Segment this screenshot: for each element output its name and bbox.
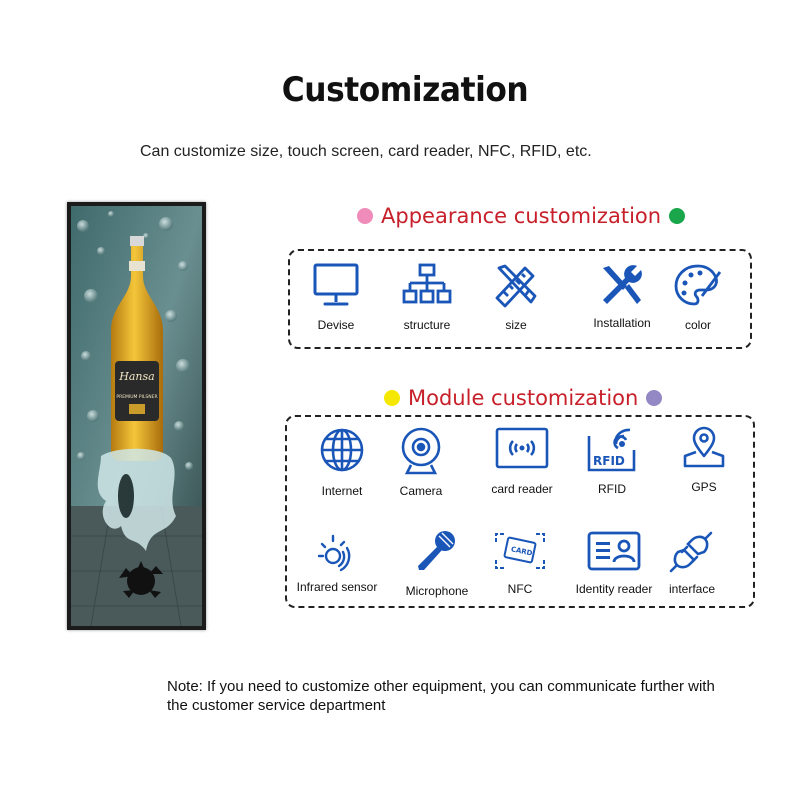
module-heading-text: Module customization: [408, 386, 639, 410]
webcam-icon: [397, 426, 445, 476]
advertising-screen: [71, 206, 202, 626]
infrared-sensor-icon: [313, 530, 361, 574]
module-item-label: interface: [668, 582, 716, 596]
page-title: Customization: [281, 70, 529, 110]
globe-icon: [318, 426, 366, 474]
rfid-icon-text: RFID: [593, 454, 625, 468]
module-item-label: GPS: [691, 480, 717, 494]
appearance-heading-text: Appearance customization: [381, 204, 662, 228]
microphone-icon: [414, 528, 460, 574]
nfc-card-icon: [492, 528, 548, 574]
nfc-icon-text: CARD: [510, 545, 534, 558]
stretched-display-image: [67, 202, 206, 630]
card-reader-icon: [494, 426, 550, 472]
appearance-item-label: size: [505, 318, 527, 332]
id-card-icon: [586, 528, 642, 574]
module-item-camera: [371, 426, 471, 498]
yellow-dot-icon: [384, 390, 400, 406]
module-item-nfc: [470, 528, 570, 596]
bottle-sub-text: PREMIUM PILSNER: [116, 395, 158, 400]
appearance-heading: [357, 204, 685, 228]
page-subtitle: Can customize size, touch screen, card reader, NFC, RFID, etc.: [140, 143, 592, 160]
module-item-gps: [654, 426, 754, 494]
monitor-icon: [312, 262, 360, 308]
module-item-label: NFC: [507, 582, 533, 596]
footer-note: Note: If you need to customize other equipment, you can communicate further with the customer service department: [167, 678, 715, 714]
appearance-item-size: [466, 262, 566, 332]
appearance-item-label: Devise: [317, 318, 355, 332]
module-heading: [384, 386, 662, 410]
module-item-infrared-sensor: [287, 530, 387, 594]
org-chart-icon: [401, 262, 453, 308]
appearance-item-label: structure: [403, 318, 451, 332]
map-pin-icon: [681, 426, 727, 470]
pink-dot-icon: [357, 208, 373, 224]
appearance-item-label: color: [684, 318, 711, 332]
green-dot-icon: [669, 208, 685, 224]
purple-dot-icon: [646, 390, 662, 406]
module-item-rfid: [562, 426, 662, 496]
module-item-label: Camera: [399, 484, 443, 498]
module-item-label: Microphone: [405, 584, 469, 598]
palette-icon: [672, 262, 724, 308]
module-item-label: RFID: [598, 482, 626, 496]
appearance-item-structure: [377, 262, 477, 332]
appearance-item-label: Installation: [593, 316, 651, 330]
ruler-pencil-icon: [491, 262, 541, 308]
plug-icon: [668, 528, 716, 576]
module-item-card-reader: [472, 426, 572, 496]
appearance-item-color: [648, 262, 748, 332]
appearance-item-devise: [286, 262, 386, 332]
module-item-label: Infrared sensor: [296, 580, 378, 594]
module-item-label: card reader: [491, 482, 553, 496]
rfid-icon: [586, 426, 638, 474]
bottle-brand-text: Hansa: [119, 370, 155, 383]
module-item-label: Identity reader: [575, 582, 653, 596]
wrench-screwdriver-icon: [597, 262, 647, 308]
module-item-interface: [642, 528, 742, 596]
module-item-label: Internet: [321, 484, 363, 498]
